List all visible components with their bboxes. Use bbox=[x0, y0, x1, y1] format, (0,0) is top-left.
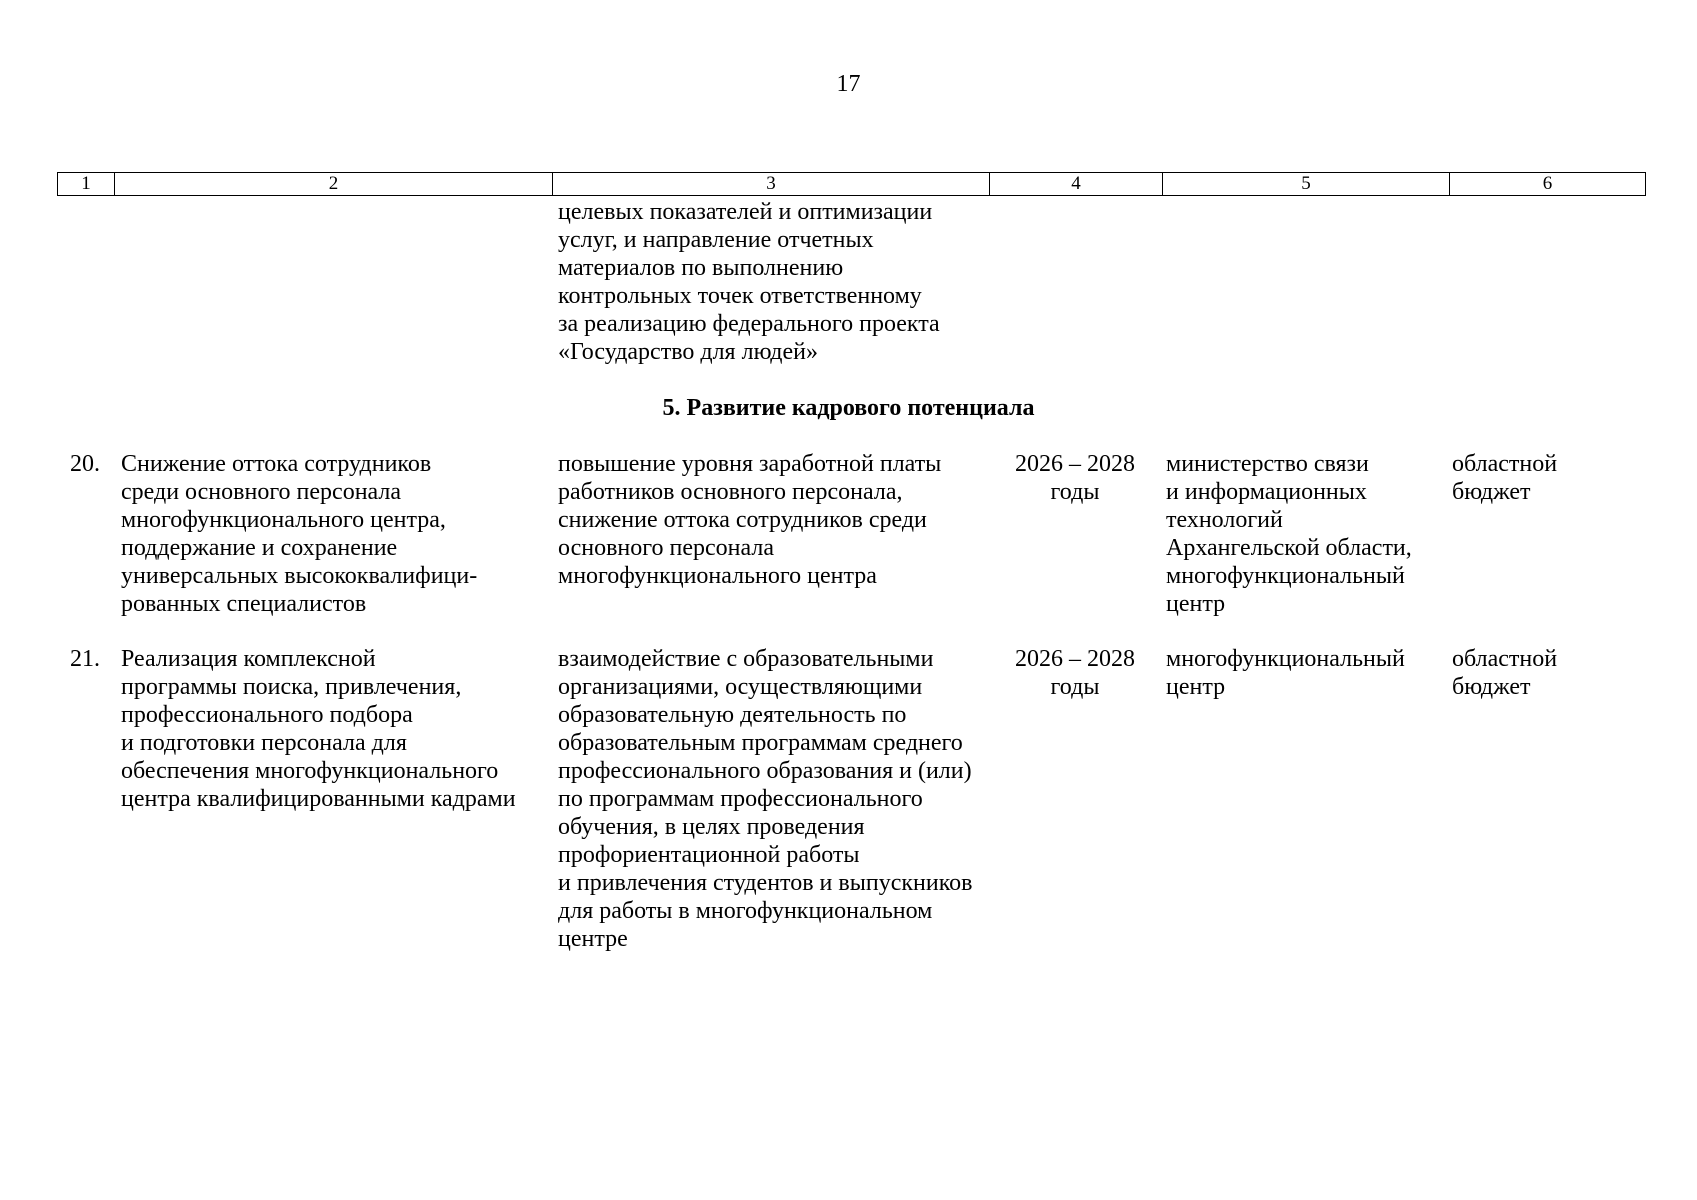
column-number-3: 3 bbox=[553, 173, 990, 196]
section-title: 5. Развитие кадрового потенциала bbox=[662, 395, 1035, 421]
column-number-row bbox=[58, 173, 1646, 196]
column-number-6: 6 bbox=[1450, 173, 1646, 196]
row-number: 21. bbox=[70, 646, 100, 672]
funding-source: областной бюджет bbox=[1452, 451, 1558, 505]
expected-result: взаимодействие с образовательными организациями, осуществляющими образовательную деятельность по образовательным программам среднего профессионального образования и (или) по программам профессионального обучения, в целях проведения профориентационной работы и привлечения студентов и выпускников для работы в многофункциональном центре bbox=[558, 646, 973, 952]
column-number-4: 4 bbox=[990, 173, 1163, 196]
implementation-period: 2026 – 2028 годы bbox=[1015, 451, 1135, 505]
row-number: 20. bbox=[70, 451, 100, 477]
column-number-2: 2 bbox=[115, 173, 553, 196]
continuation-result-text: целевых показателей и оптимизации услуг, и направление отчетных материалов по выполнению контрольных точек ответственному за реализацию федерального проекта «Государство для людей» bbox=[558, 199, 940, 365]
responsible-executor: многофункциональный центр bbox=[1166, 646, 1405, 700]
page-number: 17 bbox=[836, 71, 861, 97]
measure-name: Реализация комплексной программы поиска, привлечения, профессионального подбора и подготовки персонала для обеспечения многофункционального центра квалифицированными кадрами bbox=[121, 646, 516, 812]
column-number-header bbox=[57, 172, 1646, 196]
expected-result: повышение уровня заработной платы работников основного персонала, снижение оттока сотрудников среди основного персонала многофункционального центра bbox=[558, 451, 942, 589]
measure-name: Снижение оттока сотрудников среди основного персонала многофункционального центра, поддержание и сохранение универсальных высококвалифици- рованных специалистов bbox=[121, 451, 478, 617]
column-number-5: 5 bbox=[1163, 173, 1450, 196]
responsible-executor: министерство связи и информационных технологий Архангельской области, многофункциональный центр bbox=[1166, 451, 1412, 617]
implementation-period: 2026 – 2028 годы bbox=[1015, 646, 1135, 700]
column-number-1: 1 bbox=[58, 173, 115, 196]
funding-source: областной бюджет bbox=[1452, 646, 1558, 700]
